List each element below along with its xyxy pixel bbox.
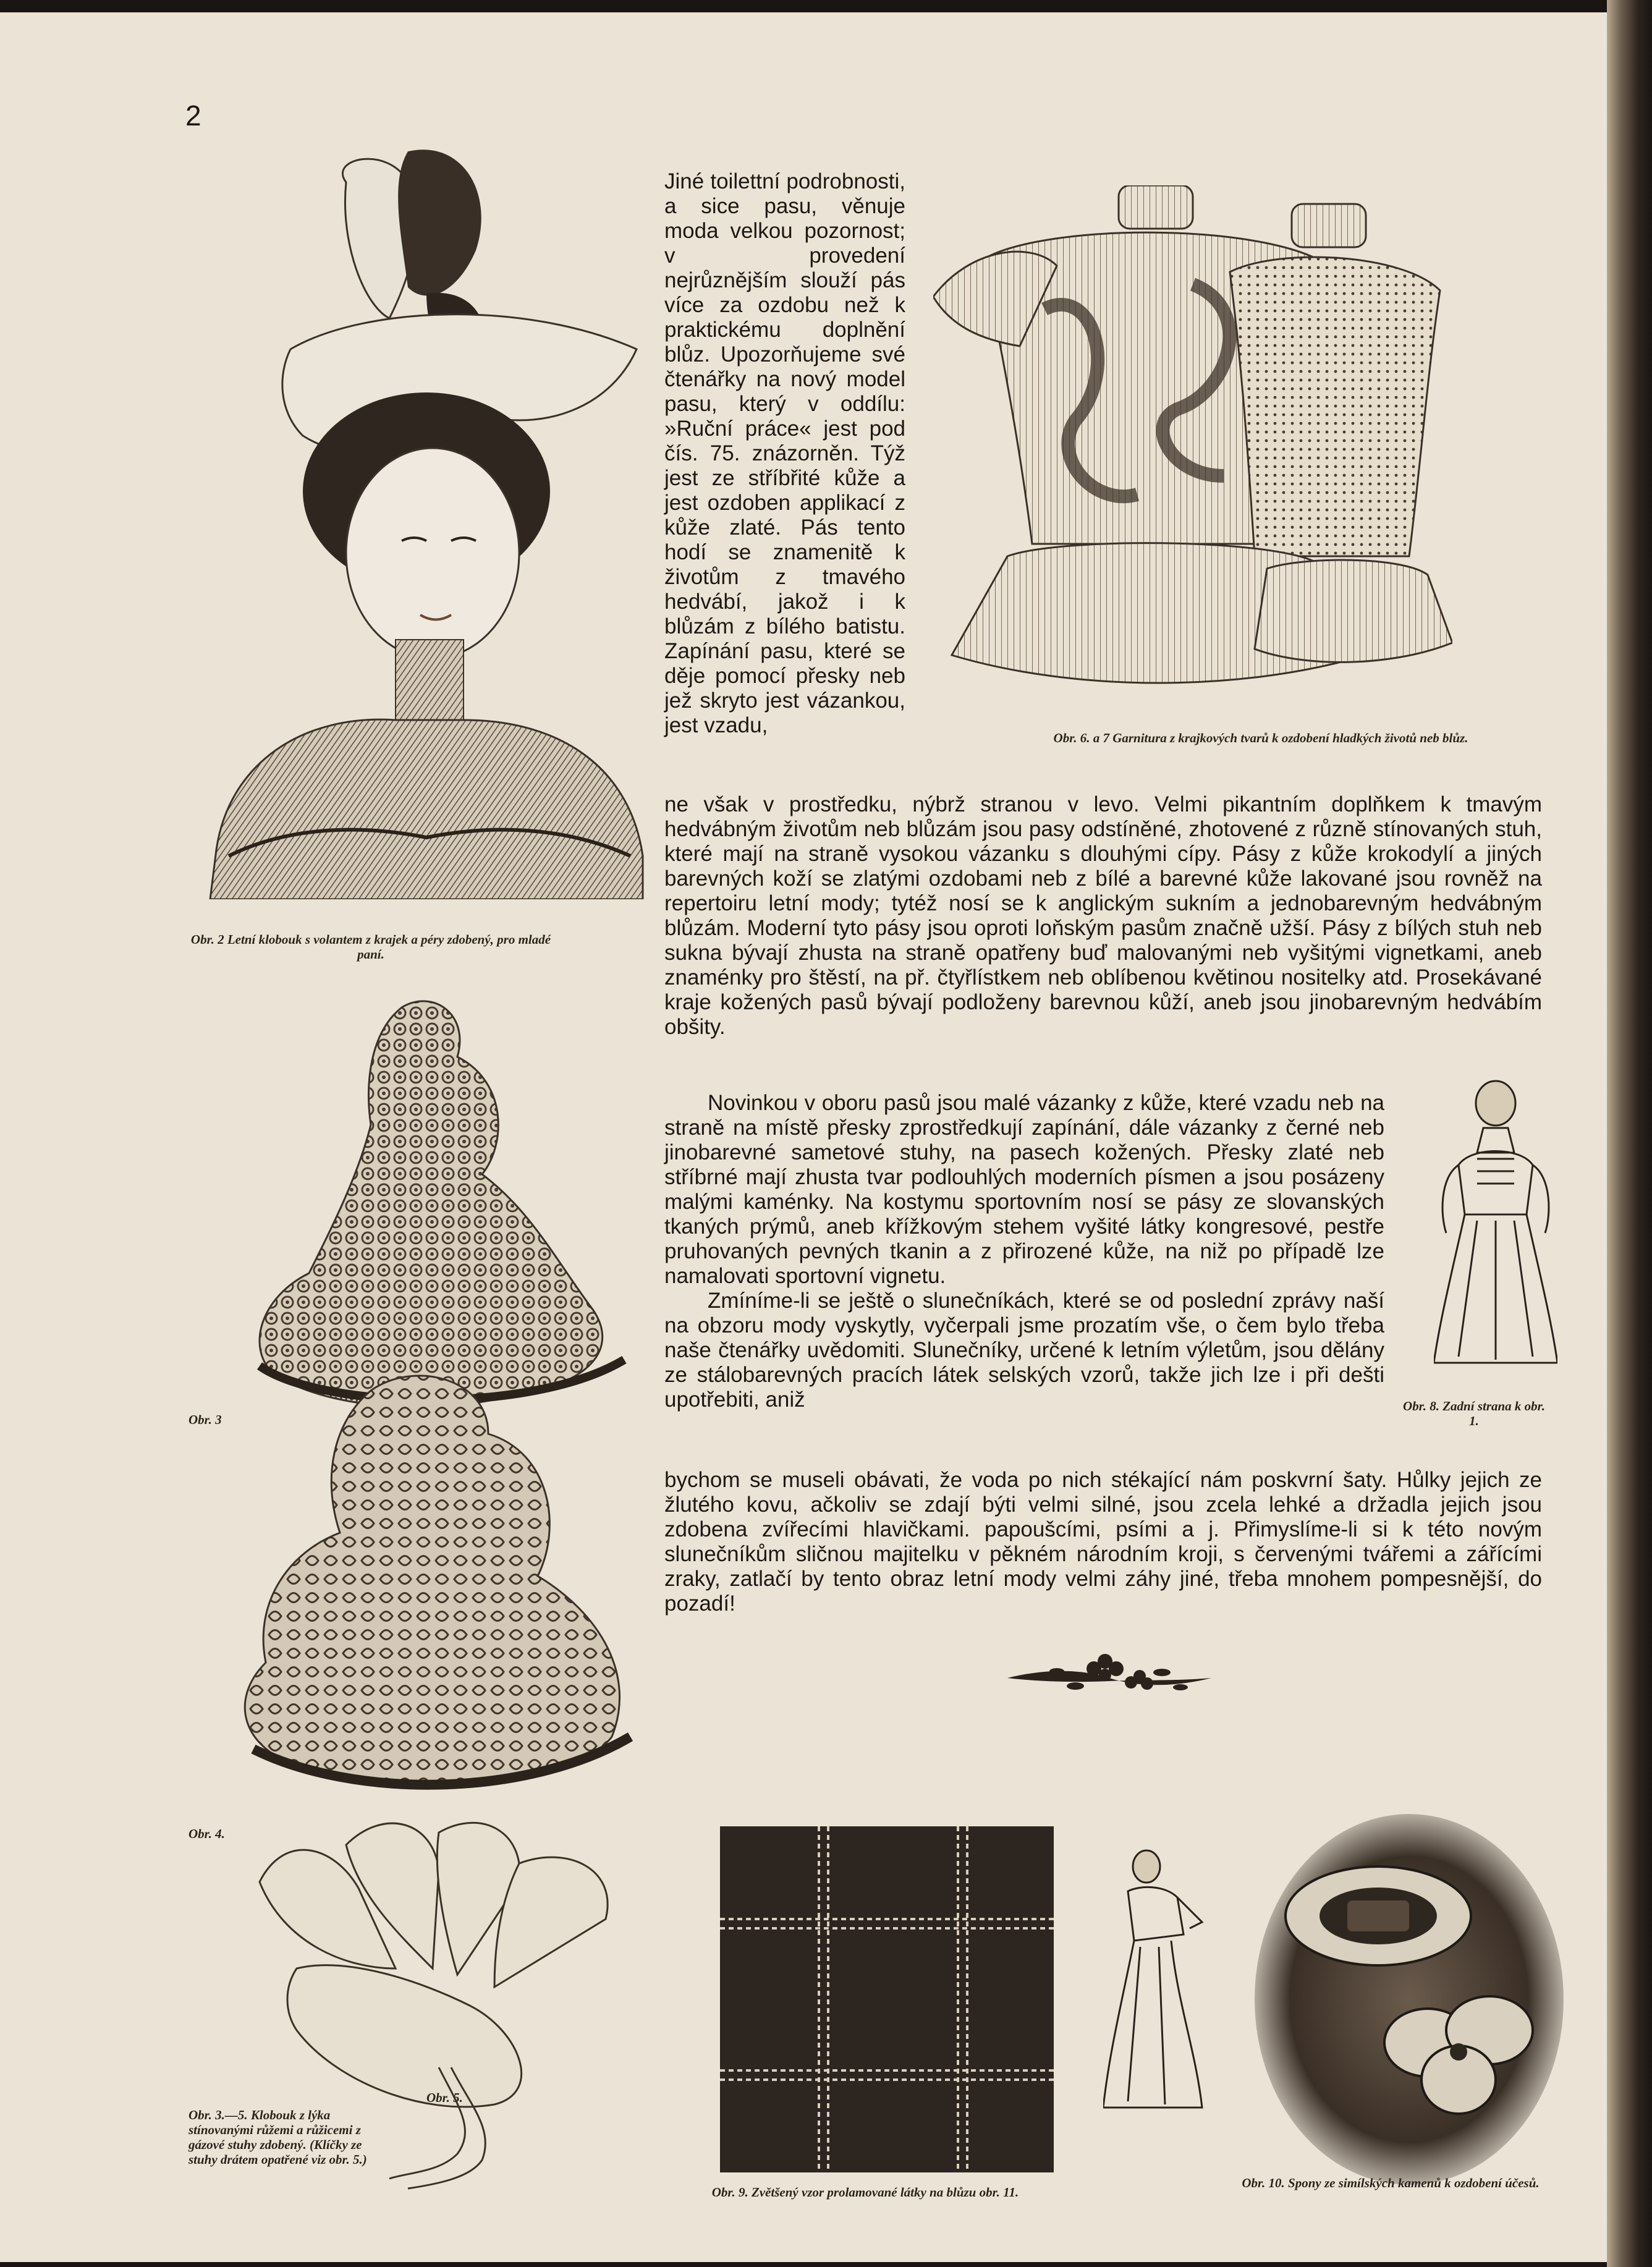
rose-hat-illustration — [229, 1366, 649, 1799]
caption-fig8: Obr. 8. Zadní strana k obr. 1. — [1403, 1399, 1545, 1428]
dress-back-sketch — [1434, 1072, 1557, 1369]
woman-figure-sketch — [1103, 1848, 1208, 2114]
flower-hat-illustration — [247, 989, 630, 1422]
caption-fig67: Obr. 6. a 7 Garnitura z krajkových tvarů k ozdobení hladkých životů neb blůz. — [1053, 731, 1468, 745]
lace-bodice-illustration — [933, 185, 1452, 692]
caption-fig10: Obr. 10. Spony ze simílských kamenů k ozdobení účesů. — [1242, 2176, 1540, 2190]
caption-fig9: Obr. 9. Zvětšený vzor prolamované látky na blůzu obr. 11. — [711, 2185, 1019, 2200]
article-paragraph: Novinkou v oboru pasů jsou malé vázanky z kůže, které vzadu neb na straně na místě přesky zprostředkují zapínání, dále vázanky z černé neb jinobarevné sametové stuhy, na pasech kožených. Přesky zlaté neb stříbrné mají zhusta tvar podlouhlých moderních písmen a jsou posázeny malými kaménky. Na kostymu sportovním nosí se pásy ze slovanských tkaných prýmů, aneb křížkovým stehem vyšité látky kongresové, pestře pruhovaných pevných tkanin a z přirozené kůže, na niž po případě lze namalovati sportovní vignetu. — [664, 1091, 1384, 1288]
caption-fig4: Obr. 4. — [188, 1826, 225, 1841]
lady-portrait-hat-illustration — [204, 145, 649, 899]
page-edge-shadow — [1607, 0, 1652, 2267]
caption-fig35: Obr. 3.—5. Klobouk z lýka stínovanými růžemi a růžicemi z gázové stuhy zdobený. (Klíčky ze stuhy drátem opatřené viz obr. 5.) — [188, 2108, 367, 2167]
article-text-col2: ne však v prostředku, nýbrž stranou v levo. Velmi pikantním doplňkem k tmavým hedvábným životům neb blůzám jsou pasy odstíněné, zhotovené z různě stínovaných stuh, které mají na straně vysokou vázanku s dlouhými cípy. Pásy z kůže krokodylí a jiných barevných koží se zlatými ozdobami neb z bílé a barevné kůže lakované jsou rovněž na repertoiru letní mody; tytéž nosí se k anglickým sukním a jednobarevným hedvábným blůzám. Moderní tyto pásy jsou oproti loňským pasům značně užší. Pásy z bílých stuh neb sukna bývají zhusta na straně opatřeny buď malovanými neb vyšitými vignetkami, aneb znaménky pro štěstí, na př. čtyřlístkem neb oblíbenou květinou nositelky atd. Prosekávané kraje kožených pasů bývají podloženy barevnou kůží, aneb jsou jinobarevným hedvábím obšity. — [664, 792, 1542, 1039]
article-paragraph: Zmíníme-li se ještě o slunečníkách, které se od poslední zprávy naší na obzoru mody vyskytly, vyčerpali jsme prozatím vše, o čem bylo třeba naše čtenářky uvědomiti. Slunečníky, určené k letním výletům, jsou dělány ze stálobarevných pracích látek selských vzorů, takže jich lze i při dešti upotřebiti, aniž — [664, 1289, 1384, 1412]
article-text-col4: bychom se museli obávati, že voda po nich stékající nám poskvrní šaty. Hůlky jejich ze žlutého kovu, ačkoliv se zdají býti velmi silné, jsou zcela lehké a držadla jejich jsou zdobena zvířecími hlavičkami. papoušcími, psími a j. Přimyslíme-li si k této novým slunečníkům sličnou majitelku v pěkném národním kroji, s červenými tvářemi a zářícími zraky, zatlačí by tento obraz letní mody velmi záhy jiné, třeba mnohem pompesnější, do pozadí! — [664, 1468, 1542, 1616]
caption-fig5: Obr. 5. — [426, 2090, 463, 2105]
article-text-col1: Jiné toilettní podrobnosti, a sice pasu, věnuje moda velkou pozornost; v provedení nejrůznějším slouží pás více za ozdobu než k praktickému doplnění blůz. Upozorňujeme své čtenářky na nový model pasu, který v oddílu: »Ruční práce« jest pod čís. 75. znázorněn. Týž jest ze stříbřité kůže a jest ozdoben applikací z kůže zlaté. Pás tento hodí se znamenitě k životům z tmavého hedvábí, jakož i k blůzám z bílého batistu. Zapínání pasu, které se děje pomocí přesky neb jež skryto jest vázankou, jest vzadu, — [664, 169, 905, 737]
article-text-col3 — [664, 1091, 1384, 1412]
page-number: 2 — [185, 100, 201, 132]
floral-divider-ornament — [1007, 1644, 1211, 1712]
magazine-page — [0, 12, 1607, 2262]
brooch-clasps-illustration — [1255, 1814, 1564, 2185]
caption-fig3: Obr. 3 — [188, 1412, 222, 1427]
openwork-fabric-swatch — [720, 1826, 1054, 2172]
caption-fig2: Obr. 2 Letní klobouk s volantem z krajek a péry zdobený, pro mladé paní. — [190, 932, 551, 962]
